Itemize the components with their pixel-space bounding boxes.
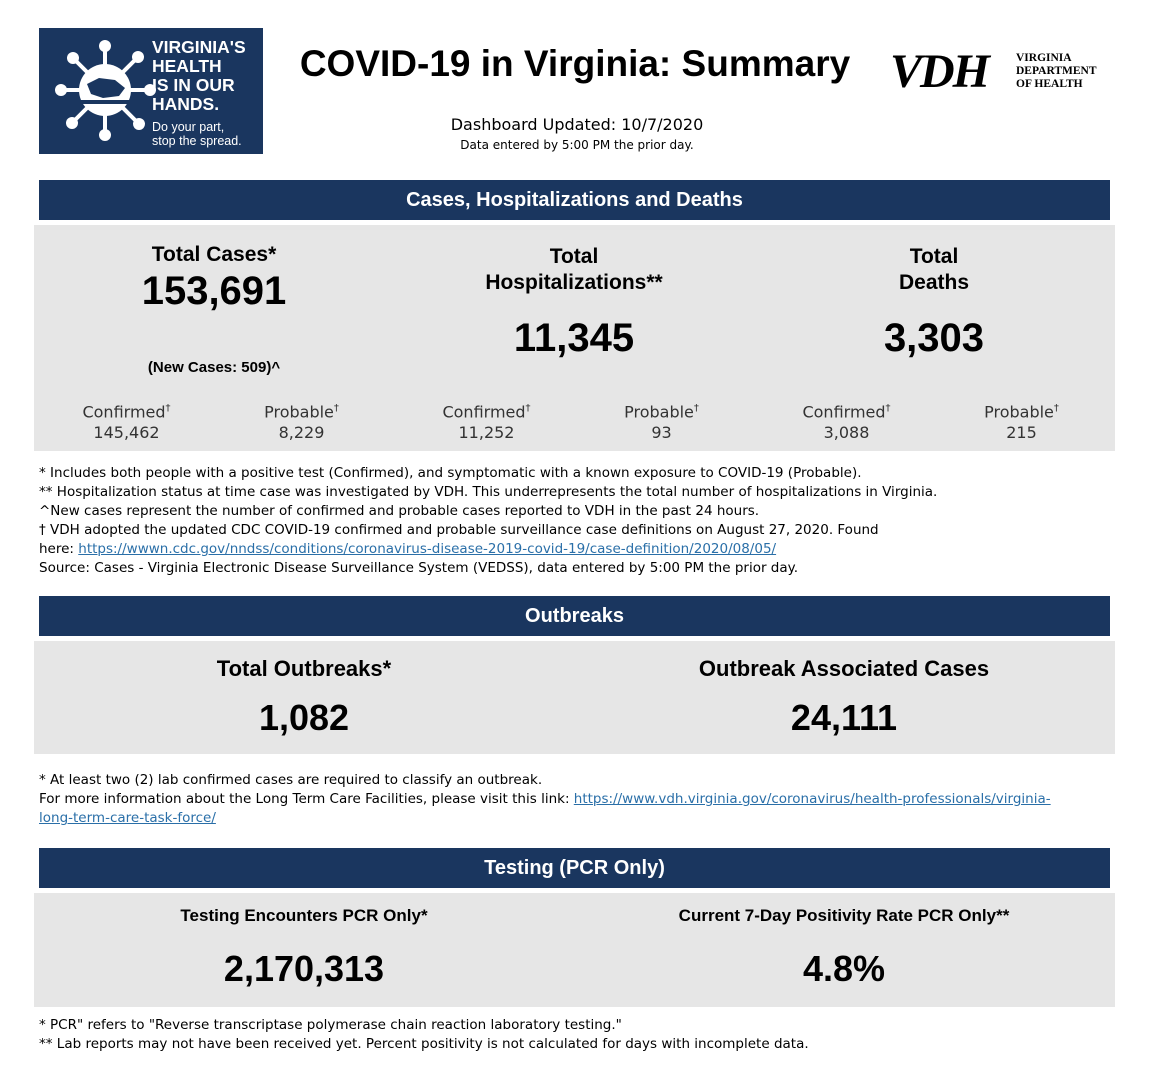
slogan-line: VIRGINIA'S bbox=[152, 37, 246, 57]
cases-confirmed-value: 145,462 bbox=[93, 423, 160, 442]
footnote: * Includes both people with a positive test (Confirmed), and symptomatic with a known exposure to COVID-19 (Probable). bbox=[39, 465, 862, 481]
outbreaks-panel bbox=[34, 641, 1115, 754]
label-text: Probable bbox=[984, 402, 1054, 422]
footnote bbox=[39, 790, 1119, 809]
footnote: * PCR" refers to "Reverse transcriptase polymerase chain reaction laboratory testing." bbox=[39, 1017, 622, 1033]
ltc-task-force-link[interactable]: https://www.vdh.virginia.gov/coronavirus/health-professionals/virginia- bbox=[573, 791, 1051, 807]
dashboard-updated: Dashboard Updated: 10/7/2020 bbox=[450, 115, 704, 134]
dagger-mark: † bbox=[1053, 403, 1059, 414]
cdc-case-definition-link[interactable]: https://wwwn.cdc.gov/nndss/conditions/coronavirus-disease-2019-covid-19/case-definition/2020/08/05/ bbox=[78, 541, 777, 557]
outbreaks-footnotes bbox=[39, 771, 1119, 828]
testing-panel bbox=[34, 893, 1115, 1007]
hospitalizations-value: 11,345 bbox=[513, 316, 635, 360]
hosp-confirmed-value: 11,252 bbox=[458, 423, 515, 442]
new-cases: (New Cases: 509)^ bbox=[147, 359, 281, 376]
slogan-sub-line: Do your part, bbox=[152, 120, 225, 134]
deaths-title-line1: Total bbox=[909, 245, 959, 268]
dagger-mark: † bbox=[525, 403, 531, 414]
cases-section-header: Cases, Hospitalizations and Deaths bbox=[39, 180, 1110, 220]
footnote: ^New cases represent the number of confirmed and probable cases reported to VDH in the past 24 hours. bbox=[39, 503, 760, 519]
footnote-here-label: here: bbox=[39, 541, 79, 557]
ltc-task-force-link-cont[interactable]: long-term-care-task-force/ bbox=[39, 810, 216, 826]
cases-footnotes bbox=[39, 464, 1119, 578]
hospitalizations-title-line1: Total bbox=[549, 245, 599, 268]
footnote: * At least two (2) lab confirmed cases are required to classify an outbreak. bbox=[39, 772, 543, 788]
cases-probable-value: 8,229 bbox=[278, 423, 325, 442]
total-outbreaks-title: Total Outbreaks* bbox=[216, 656, 392, 681]
total-cases-value: 153,691 bbox=[141, 269, 287, 313]
slogan-line: HANDS. bbox=[152, 94, 220, 114]
dagger-mark: † bbox=[333, 403, 339, 414]
label-text: Confirmed bbox=[442, 402, 526, 422]
deaths-probable-value: 215 bbox=[1006, 423, 1037, 442]
vdh-word: DEPARTMENT bbox=[1016, 65, 1097, 77]
hosp-probable-label bbox=[589, 399, 734, 422]
outbreak-cases-value: 24,111 bbox=[790, 697, 898, 738]
dashboard-updated-note: Data entered by 5:00 PM the prior day. bbox=[460, 138, 694, 152]
outbreaks-section-header: Outbreaks bbox=[39, 596, 1110, 636]
vdh-logo bbox=[890, 46, 1120, 100]
vdh-word: VIRGINIA bbox=[1016, 52, 1072, 64]
vdh-word: OF HEALTH bbox=[1016, 78, 1083, 90]
deaths-value: 3,303 bbox=[883, 316, 985, 360]
cases-confirmed-label bbox=[54, 399, 199, 422]
virginia-health-logo bbox=[39, 28, 263, 154]
deaths-title-line2: Deaths bbox=[898, 271, 970, 294]
dagger-mark: † bbox=[165, 403, 171, 414]
vdh-words bbox=[1016, 52, 1097, 91]
slogan-line: HEALTH bbox=[152, 56, 222, 76]
label-text: Confirmed bbox=[802, 402, 886, 422]
cases-panel bbox=[34, 225, 1115, 451]
label-text: Probable bbox=[624, 402, 694, 422]
vdh-mark: VDH bbox=[890, 45, 989, 98]
total-outbreaks-value: 1,082 bbox=[258, 697, 350, 738]
hospitalizations-title-line2: Hospitalizations** bbox=[485, 271, 663, 294]
slogan-subtext bbox=[152, 120, 242, 148]
footnote: † VDH adopted the updated CDC COVID-19 confirmed and probable surveillance case definitions on August 27, 2020. Found bbox=[39, 522, 879, 538]
footnote-source: Source: Cases - Virginia Electronic Disease Surveillance System (VEDSS), data entered by 5:00 PM the prior day. bbox=[39, 560, 798, 576]
deaths-confirmed-value: 3,088 bbox=[823, 423, 870, 442]
positivity-rate-title: Current 7-Day Positivity Rate PCR Only** bbox=[678, 906, 1010, 925]
deaths-probable-label bbox=[949, 399, 1094, 422]
cases-probable-label bbox=[229, 399, 374, 422]
page-title: COVID-19 in Virginia: Summary bbox=[299, 43, 851, 84]
testing-encounters-title: Testing Encounters PCR Only* bbox=[180, 906, 428, 925]
dagger-mark: † bbox=[885, 403, 891, 414]
slogan-sub-line: stop the spread. bbox=[152, 134, 242, 148]
virus-icon bbox=[53, 38, 163, 148]
total-cases-title: Total Cases* bbox=[151, 243, 277, 266]
footnote bbox=[39, 809, 1119, 828]
positivity-rate-value: 4.8% bbox=[802, 948, 886, 989]
footnote-text: For more information about the Long Term Care Facilities, please visit this link: bbox=[39, 791, 574, 807]
slogan bbox=[152, 38, 246, 114]
testing-encounters-value: 2,170,313 bbox=[223, 948, 385, 989]
testing-footnotes bbox=[39, 1016, 1119, 1054]
testing-section-header: Testing (PCR Only) bbox=[39, 848, 1110, 888]
slogan-line: IS IN OUR bbox=[152, 75, 235, 95]
hosp-confirmed-label bbox=[414, 399, 559, 422]
dagger-mark: † bbox=[693, 403, 699, 414]
deaths-confirmed-label bbox=[774, 399, 919, 422]
footnote-link-line bbox=[39, 540, 1119, 559]
label-text: Confirmed bbox=[82, 402, 166, 422]
outbreak-cases-title: Outbreak Associated Cases bbox=[698, 656, 990, 681]
footnote: ** Lab reports may not have been received yet. Percent positivity is not calculated for days with incomplete data. bbox=[39, 1036, 809, 1052]
hosp-probable-value: 93 bbox=[651, 423, 672, 442]
footnote: ** Hospitalization status at time case was investigated by VDH. This underrepresents the total number of hospitalizations in Virginia. bbox=[39, 484, 938, 500]
label-text: Probable bbox=[264, 402, 334, 422]
